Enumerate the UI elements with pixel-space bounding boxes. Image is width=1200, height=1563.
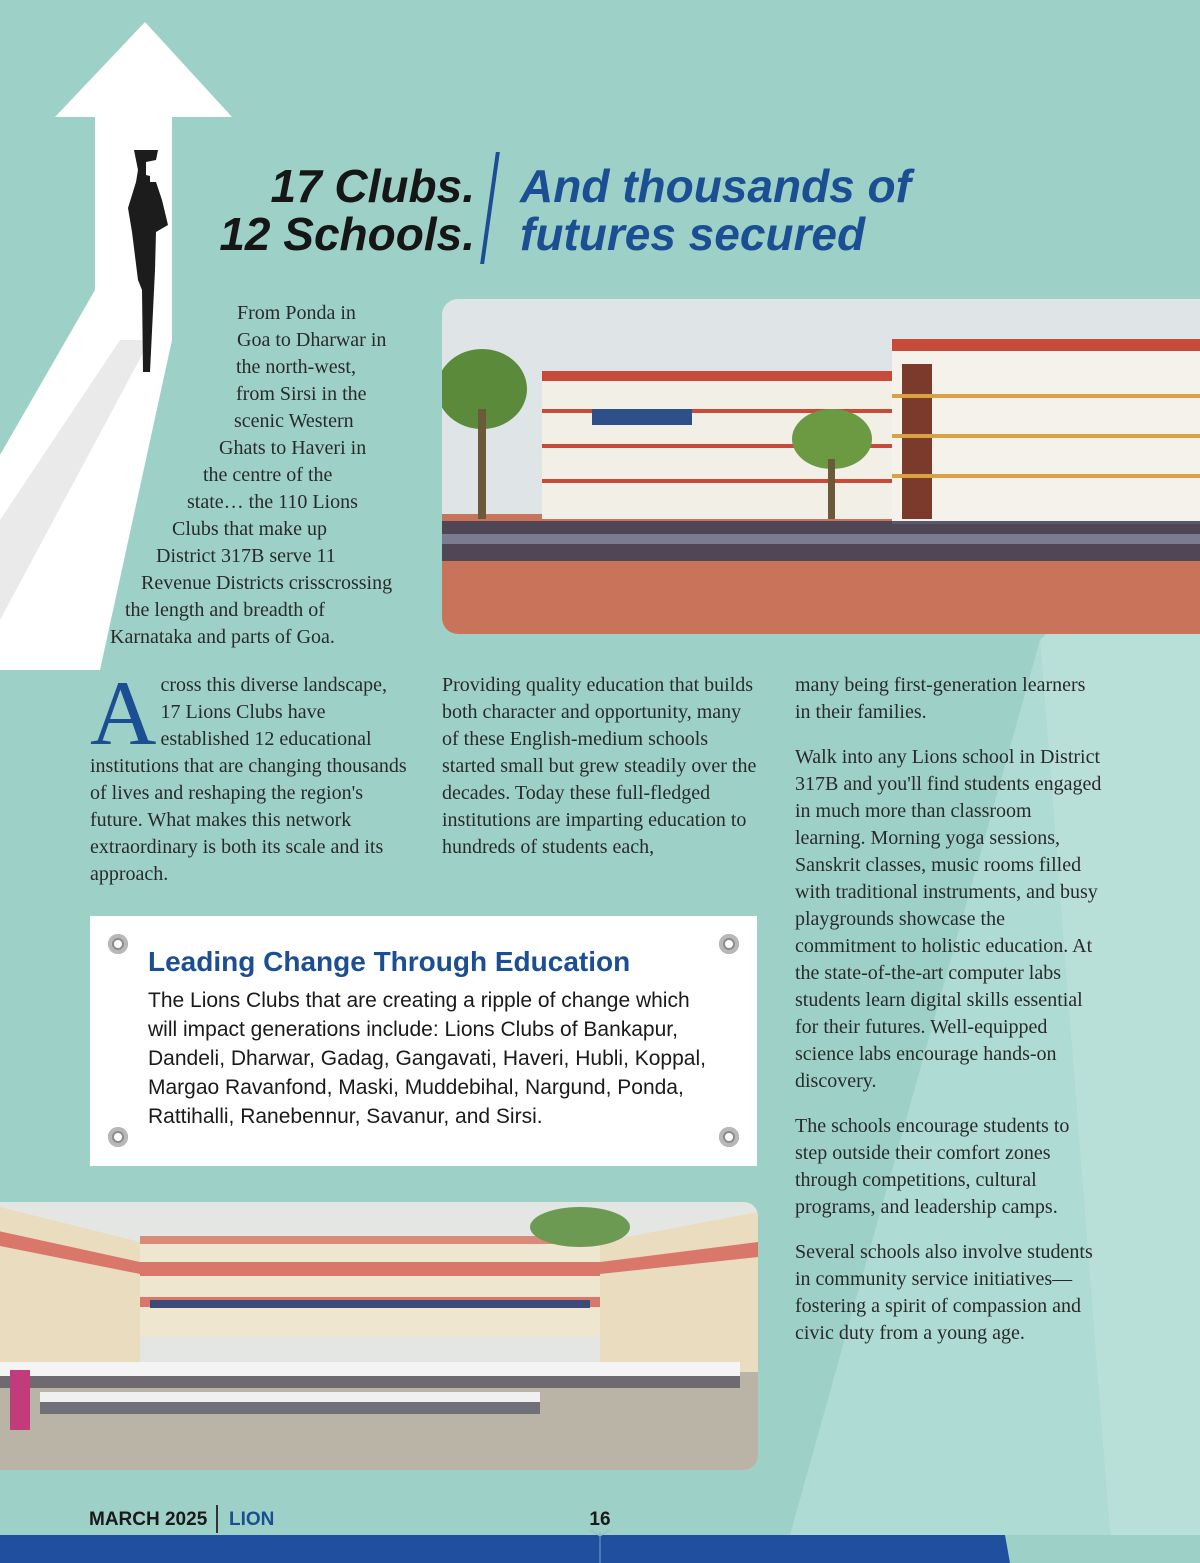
school-courtyard-photo (0, 1202, 758, 1470)
rivet-icon (108, 1127, 128, 1147)
intro-line: Goa to Dharwar in (237, 329, 387, 351)
article-column-1 (90, 662, 410, 888)
article-paragraph: Walk into any Lions school in District 317B and you'll find students engaged in much more than classroom learning. Morning yoga sessions, Sanskrit classes, music rooms filled with traditional instruments, and busy playgrounds showcase the commitment to holistic education. At the state-of-the-art computer labs students learn digital skills essential for their futures. Well-equipped science labs encourage hands-on discovery. (795, 746, 1102, 1092)
intro-line: From Ponda in (237, 302, 356, 324)
intro-line: District 317B serve 11 (156, 545, 336, 567)
footer-bar (0, 1535, 1005, 1563)
intro-line: from Sirsi in the (236, 383, 367, 405)
headline-right-line2: futures secured (520, 208, 866, 260)
intro-line: the centre of the (203, 464, 333, 486)
intro-line: Karnataka and parts of Goa. (110, 626, 335, 648)
rivet-icon (108, 934, 128, 954)
headline-left-line2: 12 Schools. (219, 208, 475, 260)
intro-line: Clubs that make up (172, 518, 327, 540)
intro-line: state… the 110 Lions (187, 491, 358, 513)
footer-issue-date: MARCH 2025 (89, 1509, 208, 1530)
info-box-title: Leading Change Through Education (148, 946, 631, 977)
school-building-photo (442, 299, 1200, 634)
article-paragraph: The schools encourage students to step outside their comfort zones through competitions, cultural programs, and leadership camps. (795, 1115, 1070, 1218)
intro-line: scenic Western (234, 410, 354, 432)
footer-magazine-name: LION (229, 1509, 275, 1530)
intro-line: Ghats to Haveri in (219, 437, 367, 459)
article-paragraph: many being first-generation learners in their families. (795, 674, 1086, 723)
headline-right (520, 162, 990, 258)
headline-left (150, 162, 475, 258)
headline-right-line1: And thousands of (520, 160, 911, 212)
info-box (90, 916, 757, 1166)
article-column-2 (442, 672, 762, 861)
intro-line: the north-west, (236, 356, 356, 378)
rivet-icon (719, 934, 739, 954)
article-column-1-text: cross this diverse landscape, 17 Lions Clubs have established 12 educational institutions that are changing thousands of lives and reshaping the region's future. What makes this network extraordinary is both its scale and its approach. (90, 674, 407, 885)
intro-line: the length and breadth of (125, 599, 325, 621)
headline-left-line1: 17 Clubs. (270, 160, 475, 212)
footer-divider (216, 1505, 218, 1533)
intro-paragraph (80, 300, 420, 651)
info-box-text: The Lions Clubs that are creating a ripple of change which will impact generations include: Lions Clubs of Bankapur, Dandeli, Dharwar, Gadag, Gangavati, Haveri, Hubli, Koppal, Margao Ravanfond, Maski, Muddebihal, Nargund, Ponda, Rattihalli, Ranebennur, Savanur, and Sirsi. (148, 989, 706, 1128)
drop-cap: A (90, 662, 157, 764)
article-column-2-text: Providing quality education that builds both character and opportunity, many of these English-medium schools started small but grew steadily over the decades. Today these full-fledged institutions are imparting education to hundreds of students each, (442, 674, 757, 858)
article-column-3 (795, 672, 1105, 1365)
article-paragraph: Several schools also involve students in community service initiatives—fostering a spirit of compassion and civic duty from a young age. (795, 1241, 1093, 1344)
intro-line: Revenue Districts crisscrossing (141, 572, 393, 594)
page-number: 16 (589, 1509, 611, 1530)
